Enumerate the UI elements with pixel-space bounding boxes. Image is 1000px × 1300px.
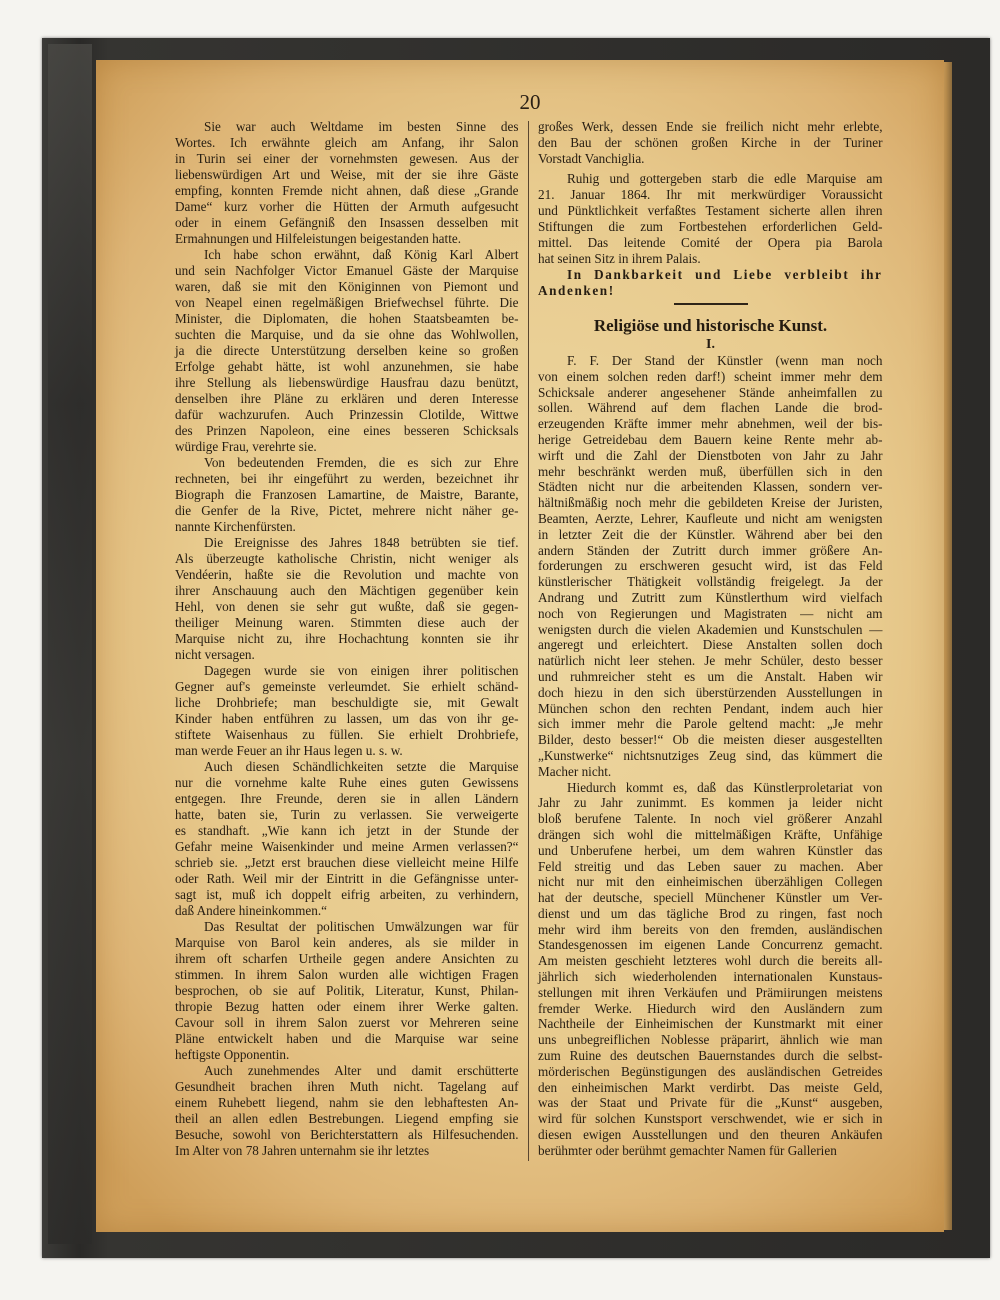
text-line-content: einem Ruhebett liegend, nahm sie den lebhaftesten An-	[175, 1095, 519, 1110]
text-line	[175, 775, 519, 791]
text-line-content: Kinder haben entführen zu lassen, um das von ihr ge-	[175, 711, 519, 726]
text-line	[538, 527, 883, 543]
text-line-content: In Dankbarkeit und Liebe verbleibt ihr	[567, 267, 883, 282]
text-line-content: ihre Stellung als liebenswürdige Hausfrau dazu benützt,	[175, 375, 519, 390]
text-line	[175, 183, 519, 199]
paragraph	[175, 119, 519, 247]
text-line	[175, 567, 519, 583]
text-line	[538, 448, 883, 464]
text-line-content: sich immer mehr die Parole geltend macht: „Je mehr	[538, 716, 883, 732]
text-line	[175, 343, 519, 359]
text-line-content: entgegen. Ihre Freunde, deren sie in allen Ländern	[175, 791, 519, 806]
text-line-content: Im Alter von 78 Jahren unternahm sie ihr letztes	[175, 1143, 430, 1158]
text-line-content: Gegner auf's gemeinste verleumdet. Sie erhielt schänd-	[175, 679, 519, 694]
text-line	[538, 1143, 883, 1159]
text-line	[175, 759, 519, 775]
text-line-content: Als überzeugte katholische Christin, nicht weniger als	[175, 551, 519, 566]
text-line-content: zum Ruine des deutschen Bauernstandes durch die selbst-	[538, 1048, 883, 1064]
text-line	[538, 400, 883, 416]
text-line	[175, 215, 519, 231]
text-line-content: hat seinen Sitz in ihrem Palais.	[538, 251, 701, 266]
text-line-content: dienst und um das tägliche Brod zu ringen, fast noch	[538, 905, 883, 921]
text-line	[175, 327, 519, 343]
text-line-content: die Genfer de la Rive, Pictet, mehrere nicht näher ge-	[175, 503, 519, 518]
text-line	[538, 511, 883, 527]
text-line-content: stellungen mit ihren Verkäufen und Prämiirungen meistens	[538, 984, 883, 1000]
text-line-content: Ich habe schon erwähnt, daß König Karl Albert	[204, 247, 519, 262]
text-line-content: suchten die Marquise, und da sie ohne das Wohlwollen,	[175, 327, 519, 342]
text-line	[175, 743, 519, 759]
text-line	[538, 906, 883, 922]
paragraph	[538, 171, 883, 267]
text-line-content: Erfolge gehabt hätte, ist wohl anzunehmen, sie habe	[175, 359, 519, 374]
text-line-content: großes Werk, dessen Ende sie freilich nicht mehr erlebte,	[538, 119, 883, 134]
text-line-content: angeregt und erleichtert. Diese Anstalten sollen doch	[538, 637, 883, 653]
text-line-content: oder Rath. Weil mir der Eintritt in die Gefängnisse unter-	[175, 871, 519, 886]
text-line-content: liebenswürdigen Art und Weise, mit der sie ihre Gäste	[175, 167, 519, 182]
text-line	[538, 574, 883, 590]
text-line-content: dafür wachzurufen. Auch Prinzessin Clotilde, Wittwe	[175, 407, 519, 422]
text-line	[538, 780, 883, 796]
text-line-content: mehr beschränkt werden muß, überfüllen sich in den	[538, 463, 883, 479]
text-line-content: berühmter oder berühmt gemachter Namen für Gallerien	[538, 1142, 837, 1158]
text-line-content: „Kunstwerke“ nichtsnutziges Zeug sind, das kümmert die	[538, 747, 883, 763]
text-line	[538, 622, 883, 638]
text-line-content: stimmen. In ihrem Salon wurden alle wichtigen Fragen	[175, 967, 519, 982]
column-divider	[528, 121, 529, 1161]
text-line-content: Von bedeutenden Fremden, die es sich zur Ehre	[204, 455, 519, 470]
text-line	[175, 487, 519, 503]
text-line-content: bloß berufene Talente. In noch viel größerer Anzahl	[538, 811, 883, 827]
text-line-content: Hehl, von denen sie sehr gut wußte, daß sie gegen-	[175, 599, 519, 614]
text-line-content: fremder Werke. Hiedurch wird den Ausländern zum	[538, 1000, 883, 1016]
text-line	[175, 119, 519, 135]
text-line-content: künstlerischer Thätigkeit vollständig freigelegt. Ja der	[538, 574, 883, 590]
text-line-content: würdige Frau, verehrte sie.	[175, 439, 317, 454]
text-line	[175, 1111, 519, 1127]
text-line-content: Stiftungen die zum Fortbestehen erforderlichen Geld-	[538, 219, 883, 234]
text-line	[175, 375, 519, 391]
text-line-content: Die Ereignisse des Jahres 1848 betrübten sie tief.	[204, 535, 519, 550]
text-line-content: ihrer Anschauung auch den Mächtigen gegenüber kein	[175, 583, 519, 598]
text-line	[175, 535, 519, 551]
text-line-content: nicht versagen.	[175, 647, 255, 662]
paragraph	[175, 759, 519, 919]
text-line-content: Dagegen wurde sie von einigen ihrer politischen	[204, 663, 519, 678]
text-line-content: rechneten, bei ihr eingeführt zu werden, bezeichnet ihr	[175, 471, 519, 486]
text-line-content: oder in einem Gefängniß den Insassen desselben mit	[175, 215, 519, 230]
paragraph	[175, 247, 519, 455]
text-line	[175, 983, 519, 999]
text-line-content: ja die directe Unterstützung derselben keine so großen	[175, 343, 519, 358]
text-line	[175, 839, 519, 855]
text-line	[538, 495, 883, 511]
closing-remark	[538, 267, 883, 299]
paragraph	[175, 535, 519, 663]
text-line-content: und Pünktlichkeit verfaßtes Testament sicherte allen ihren	[538, 203, 883, 218]
text-line-content: diesen ewigen Ausstellungen und den theuren Ankäufen	[538, 1127, 883, 1143]
article-body	[538, 353, 883, 1159]
text-line-content: Nachtheile der Einheimischen der Kunstmarkt mit einer	[538, 1016, 883, 1032]
text-line-content: Dame“ kurz vorher die Hütten der Armuth aufgesucht	[175, 199, 519, 214]
text-line-content: Vendéerin, haßte sie die Revolution und machte von	[175, 567, 519, 582]
text-line-content: Auch diesen Schändlichkeiten setzte die Marquise	[204, 759, 519, 774]
text-line	[175, 647, 519, 663]
text-line	[538, 890, 883, 906]
text-line-content: von Neapel einen regelmäßigen Briefwechsel führte. Die	[175, 295, 519, 310]
text-line	[175, 1095, 519, 1111]
text-line-content: sagt ist, muß ich doppelt eifrig arbeiten, zu verhindern,	[175, 887, 519, 902]
text-line-content: besprochen, ob sie auf Politik, Literatur, Kunst, Philan-	[175, 983, 519, 998]
text-line	[175, 391, 519, 407]
paragraph	[538, 353, 883, 780]
text-line	[538, 953, 883, 969]
text-line-content: daß Andere hineinkommen.“	[175, 903, 327, 918]
text-line-content: jährlich sich wiederholenden internationalen Kunstaus-	[538, 969, 883, 985]
text-line-content: denselben ihre Pläne zu erklären und deren Interesse	[175, 391, 519, 406]
article-title: Religiöse und historische Kunst.	[593, 316, 828, 335]
text-line	[175, 903, 519, 919]
text-line-content: schrieb sie. „Jetzt erst brauchen diese vielleicht meine Hilfe	[175, 855, 519, 870]
text-line-content: mittel. Das leitende Comité der Opera pia Barola	[538, 235, 883, 250]
text-line	[538, 558, 883, 574]
text-line	[175, 1143, 519, 1159]
section-rule	[674, 303, 748, 305]
text-line-content: natürlich nicht leer stehen. Je mehr Schüler, desto besser	[538, 653, 883, 669]
text-line-content: erzeugenden Kräfte immer mehr abnehmen, weil der bis-	[538, 416, 883, 432]
text-line-content: und ruhmreicher steht es um die Anstalt. Haben wir	[538, 668, 883, 684]
text-line-content: hatte, baten sie, Turin zu verlassen. Sie verweigerte	[175, 807, 519, 822]
paragraph	[538, 267, 883, 299]
text-line	[538, 235, 883, 251]
text-line-content: was der Staat und Private für die „Kunst“ ausgeben,	[538, 1095, 883, 1111]
text-line	[538, 716, 883, 732]
text-line	[538, 1111, 883, 1127]
paragraph	[538, 119, 883, 167]
paragraph	[175, 1063, 519, 1159]
text-line-content: Beamten, Aerzte, Lehrer, Kaufleute und nicht am wenigsten	[538, 510, 883, 526]
text-line-content: nicht nur mit den einheimischen überzähligen Collegen	[538, 874, 883, 890]
text-line	[538, 251, 883, 267]
text-line	[538, 1095, 883, 1111]
text-line	[538, 795, 883, 811]
text-line-content: Auch zunehmendes Alter und damit erschütterte	[204, 1063, 519, 1078]
text-line-content: uns unbegreiflichen Noblesse präparirt, ähnlich wie man	[538, 1032, 883, 1048]
text-line-content: stiftete Waisenhaus zu füllen. Sie erhielt Drohbriefe,	[175, 727, 519, 742]
text-line	[538, 685, 883, 701]
text-line	[175, 359, 519, 375]
text-line	[538, 874, 883, 890]
text-line	[175, 615, 519, 631]
text-line	[538, 369, 883, 385]
text-line-content: herige Getreidebau dem Bauern keine Rente mehr ab-	[538, 431, 883, 447]
text-line-content: wirft und die Zahl der Dienstboten von Jahr zu Jahr	[538, 447, 883, 463]
text-line	[538, 985, 883, 1001]
text-line	[538, 353, 883, 369]
text-line	[175, 967, 519, 983]
right-column	[538, 119, 883, 1159]
left-column	[175, 119, 519, 1159]
text-line	[175, 135, 519, 151]
text-line	[538, 171, 883, 187]
text-line-content: Jahr zu Jahr zunimmt. Es kommen ja leider nicht	[538, 795, 883, 811]
text-line-content: den Bau der schönen großen Kirche in der Turiner	[538, 135, 883, 150]
text-line-content: noch von Regierungen und Magistraten — nicht am	[538, 605, 883, 621]
text-line-content: drängen sich wohl die mittelmäßigen Kräfte, Unfähige	[538, 826, 883, 842]
text-line	[538, 653, 883, 669]
article-part-number: I.	[706, 337, 715, 352]
text-line	[538, 1001, 883, 1017]
text-line-content: Ermahnungen und Hilfeleistungen beigestanden hatte.	[175, 231, 462, 246]
text-line	[175, 439, 519, 455]
text-line	[538, 267, 883, 283]
text-line-content: forderungen zu erschweren gesucht wird, ist das Feld	[538, 558, 883, 574]
text-line	[175, 871, 519, 887]
text-line	[538, 1048, 883, 1064]
text-line	[175, 679, 519, 695]
text-line	[538, 1016, 883, 1032]
text-line	[175, 791, 519, 807]
text-line	[538, 748, 883, 764]
text-line	[175, 663, 519, 679]
text-line	[538, 937, 883, 953]
text-line-content: waren, daß sie mit den Königinnen von Piemont und	[175, 279, 519, 294]
text-line-content: Cavour soll in ihrem Salon zuerst vor Mehreren seine	[175, 1015, 519, 1030]
text-line-content: Feld streitig und das Leben sauer zu machen. Aber	[538, 858, 883, 874]
text-line	[538, 1127, 883, 1143]
paragraph	[175, 919, 519, 1063]
text-line	[175, 455, 519, 471]
paragraph	[538, 780, 883, 1159]
text-line	[175, 1015, 519, 1031]
text-line-content: theiliger Meinung waren. Stimmten diese auch der	[175, 615, 519, 630]
text-line-content: Gesundheit brachen ihren Muth nicht. Tagelang auf	[175, 1079, 519, 1094]
text-line-content: theil an allen edlen Bestrebungen. Liegend empfing sie	[175, 1111, 519, 1126]
text-line-content: und Unberufene herbei, um dem wahren Künstler das	[538, 842, 883, 858]
text-line-content: sollen. Während auf dem flachen Lande die brod-	[538, 400, 883, 416]
text-line	[175, 711, 519, 727]
text-line-content: München schon den rechten Pendant, indem auch hier	[538, 700, 883, 716]
text-line-content: Besuche, sowohl von Berichterstattern als Hilfesuchenden.	[175, 1127, 519, 1142]
text-line-content: Macher nicht.	[538, 763, 612, 779]
text-line	[175, 471, 519, 487]
text-line-content: Pläne entwickelt haben und die Marquise war seine	[175, 1031, 519, 1046]
text-line-content: des Prinzen Napoleon, eine eines besseren Schicksals	[175, 423, 519, 438]
text-line	[538, 637, 883, 653]
text-line	[538, 859, 883, 875]
text-line	[538, 590, 883, 606]
obituary-continuation	[538, 119, 883, 267]
text-line	[538, 385, 883, 401]
text-line	[175, 231, 519, 247]
paragraph	[175, 455, 519, 535]
text-line	[175, 855, 519, 871]
text-line-content: wenigsten durch die vielen Akademien und Kunstschulen —	[538, 621, 883, 637]
text-line	[175, 1079, 519, 1095]
text-line	[175, 423, 519, 439]
text-line-content: empfing, konnten Fremde nicht ahnen, daß diese „Grande	[175, 183, 519, 198]
text-line-content: F. F. Der Stand der Künstler (wenn man noch	[567, 353, 883, 368]
text-line-content: Marquise nicht zu, ihre Hochachtung konnten sie ihr	[175, 631, 519, 646]
text-line-content: Biograph die Franzosen Lamartine, de Maistre, Barante,	[175, 487, 519, 502]
text-line-content: den einheimischen Markt verdirbt. Das meiste Geld,	[538, 1079, 883, 1095]
text-line	[175, 1047, 519, 1063]
text-line	[538, 701, 883, 717]
text-line-content: in Turin sei einer der vornehmsten gewesen. Aus der	[175, 151, 519, 166]
text-line-content: Hiedurch kommt es, daß das Künstlerproletariat von	[567, 779, 883, 795]
text-line	[175, 1063, 519, 1079]
text-line	[175, 631, 519, 647]
text-line	[175, 583, 519, 599]
text-line-content: doch hiezu in den sich überstürzenden Ausstellungen in	[538, 684, 883, 700]
text-line	[175, 599, 519, 615]
text-line	[538, 119, 883, 135]
text-line	[175, 167, 519, 183]
text-line	[175, 151, 519, 167]
text-line-content: wird für solchen Kunstsport verschwendet, wie er sich in	[538, 1111, 883, 1127]
text-line-content: mörderischen Begünstigungen des ausländischen Getreides	[538, 1063, 883, 1079]
text-line	[175, 823, 519, 839]
text-line	[538, 732, 883, 748]
text-line	[175, 311, 519, 327]
text-line	[175, 519, 519, 535]
text-line-content: nur die vornehme kalte Ruhe eines guten Gewissens	[175, 775, 519, 790]
text-line	[538, 203, 883, 219]
text-line-content: Bilder, desto besser!“ Ob die meisten dieser ausgestellten	[538, 732, 883, 748]
text-line-content: von einem solchen reden darf!) scheint immer mehr dem	[538, 368, 883, 384]
text-line-content: Das Resultat der politischen Umwälzungen war für	[204, 919, 519, 934]
text-line	[538, 187, 883, 203]
text-line	[175, 247, 519, 263]
text-line	[175, 727, 519, 743]
text-line-content: ihrem oft scharfen Urtheile gegen andere Ansichten zu	[175, 951, 519, 966]
text-line	[538, 1080, 883, 1096]
text-line	[175, 199, 519, 215]
text-line	[538, 464, 883, 480]
text-line	[175, 807, 519, 823]
text-line	[538, 283, 883, 299]
text-line-content: Gefahr meine Waisenkinder und meine Armen verlassen?“	[175, 839, 519, 854]
text-line	[175, 263, 519, 279]
text-line	[538, 219, 883, 235]
text-line-content: Marquise von Barol kein anderes, als sie milder in	[175, 935, 519, 950]
text-line	[175, 935, 519, 951]
text-line-content: Sie war auch Weltdame im besten Sinne des	[204, 119, 519, 134]
text-line-content: 21. Januar 1864. Ihr mit merkwürdiger Voraussicht	[538, 187, 883, 202]
text-line	[175, 295, 519, 311]
text-line	[538, 432, 883, 448]
text-line-content: es standhaft. „Wie kann ich jetzt in der Stunde der	[175, 823, 519, 838]
text-line	[175, 503, 519, 519]
text-line-content: hältnißmäßig noch mehr die gebildeten Kreise der Juristen,	[538, 495, 883, 511]
text-line-content: in letzter Zeit die der Künstler. Während aber bei den	[538, 526, 883, 542]
text-line	[538, 764, 883, 780]
paragraph	[175, 663, 519, 759]
text-line	[538, 135, 883, 151]
text-line	[538, 669, 883, 685]
text-line	[175, 951, 519, 967]
text-line-content: Minister, die Diplomaten, die hohen Staatsbeamten be-	[175, 311, 519, 326]
text-line-content: man werde Feuer an ihr Haus legen u. s. w.	[175, 743, 403, 758]
cover-wear	[48, 44, 92, 1244]
text-line	[538, 151, 883, 167]
text-line-content: thropie Bezug hatten oder einem ihrer Werke galten.	[175, 999, 519, 1014]
text-line	[175, 1127, 519, 1143]
text-line	[538, 543, 883, 559]
text-line-content: nannte Kirchenfürsten.	[175, 519, 296, 534]
text-line	[175, 999, 519, 1015]
text-line-content: Am meisten geschieht letzteres wohl durch die bereits all-	[538, 953, 883, 969]
text-line-content: Andrang und Zutritt zum Künstlerthum wird vielfach	[538, 589, 883, 605]
text-line-content: Städten nicht nur die arbeitenden Klassen, sondern ver-	[538, 479, 883, 495]
text-line	[175, 279, 519, 295]
text-line	[538, 1032, 883, 1048]
text-line-content: Wortes. Ich erwähnte gleich am Anfang, ihr Salon	[175, 135, 519, 150]
text-line	[175, 551, 519, 567]
page-number: 20	[519, 90, 541, 114]
text-line-content: und sein Nachfolger Victor Emanuel Gäste der Marquise	[175, 263, 519, 278]
text-line-content: Standesgenossen im eigenen Lande Concurrenz gemacht.	[538, 937, 883, 953]
text-line-content: hat der deutsche, speciell Münchener Künstler um Ver-	[538, 890, 883, 906]
text-line	[538, 843, 883, 859]
text-line-content: heftigste Opponentin.	[175, 1047, 290, 1062]
text-line	[538, 416, 883, 432]
text-line	[538, 479, 883, 495]
text-line-content: Vorstadt Vanchiglia.	[538, 151, 645, 166]
text-line	[538, 922, 883, 938]
text-line	[538, 811, 883, 827]
text-line	[175, 919, 519, 935]
text-line-content: Ruhig und gottergeben starb die edle Marquise am	[567, 171, 883, 186]
text-line-content: liche Drohbriefe; man beschuldigte sie, mit Gewalt	[175, 695, 519, 710]
text-line	[175, 1031, 519, 1047]
text-line	[538, 606, 883, 622]
text-line-content: Andenken!	[538, 283, 615, 298]
text-line	[538, 969, 883, 985]
text-line-content: andern Ständen der Zutritt durch immer größere An-	[538, 542, 883, 558]
text-line-content: mehr wird ihm bereits von den fremden, ausländischen	[538, 921, 883, 937]
text-line	[175, 695, 519, 711]
text-line	[538, 1064, 883, 1080]
text-line	[175, 407, 519, 423]
text-line	[175, 887, 519, 903]
text-line-content: Schicksale anderer angesehener Stände anheimfallen zu	[538, 384, 883, 400]
text-line	[538, 827, 883, 843]
